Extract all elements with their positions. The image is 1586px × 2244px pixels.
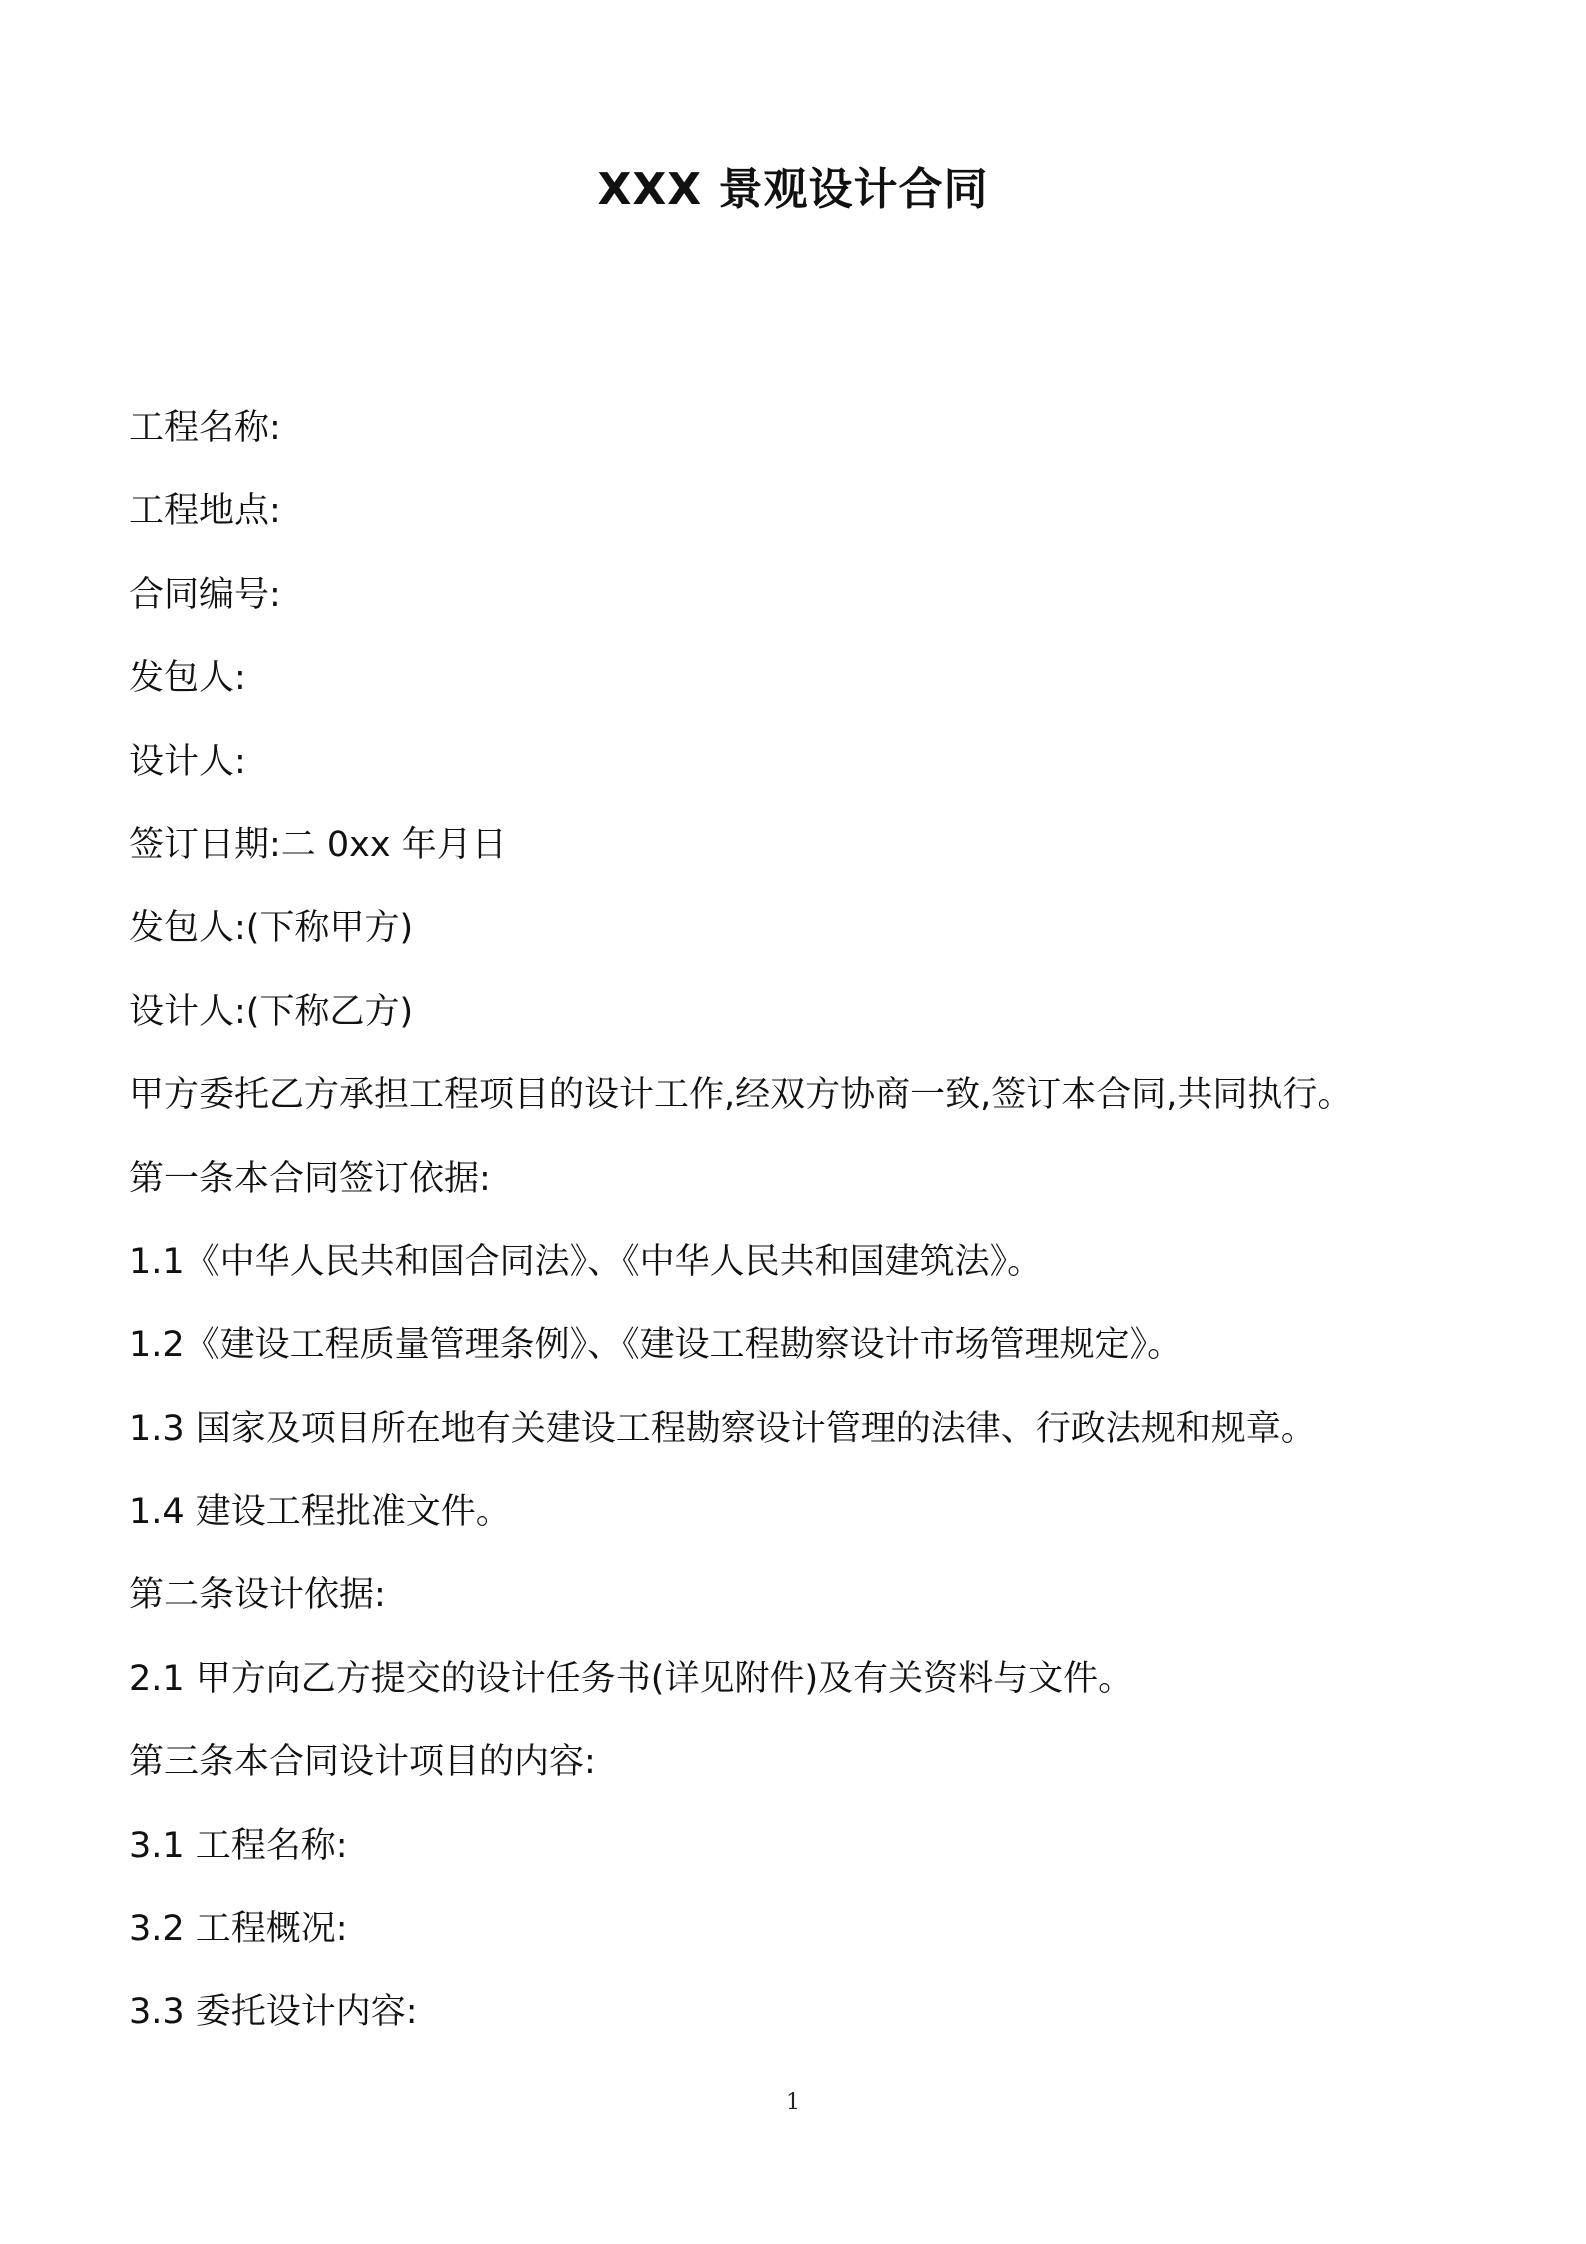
document-body bbox=[129, 394, 1469, 2062]
party-a-line: 发包人:(下称甲方) bbox=[129, 908, 414, 949]
field-employer: 发包人: bbox=[129, 658, 246, 699]
field-project-name: 工程名称: bbox=[129, 408, 281, 448]
field-project-location: 工程地点: bbox=[129, 491, 281, 532]
clause-1-1: 1.1《中华人民共和国合同法》、《中华人民共和国建筑法》。 bbox=[129, 1241, 1043, 1282]
page-number: 1 bbox=[786, 2090, 800, 2115]
clause-3-3: 3.3 委托设计内容: bbox=[129, 1992, 418, 2033]
article-three-heading: 第三条本合同设计项目的内容: bbox=[129, 1742, 596, 1783]
article-two-heading: 第二条设计依据: bbox=[129, 1575, 386, 1616]
contract-intro: 甲方委托乙方承担工程项目的设计工作,经双方协商一致,签订本合同,共同执行。 bbox=[129, 1075, 1353, 1116]
field-signing-date: 签订日期:二 0xx 年月日 bbox=[129, 824, 507, 865]
clause-1-3: 1.3 国家及项目所在地有关建设工程勘察设计管理的法律、行政法规和规章。 bbox=[129, 1408, 1316, 1449]
document-title: XXX 景观设计合同 bbox=[597, 164, 989, 215]
field-contract-number: 合同编号: bbox=[129, 574, 281, 615]
clause-3-1: 3.1 工程名称: bbox=[129, 1825, 348, 1866]
clause-3-2: 3.2 工程概况: bbox=[129, 1909, 348, 1950]
clause-1-2: 1.2《建设工程质量管理条例》、《建设工程勘察设计市场管理规定》。 bbox=[129, 1325, 1183, 1366]
clause-2-1: 2.1 甲方向乙方提交的设计任务书(详见附件)及有关资料与文件。 bbox=[129, 1658, 1134, 1699]
clause-1-4: 1.4 建设工程批准文件。 bbox=[129, 1492, 511, 1533]
article-one-heading: 第一条本合同签订依据: bbox=[129, 1158, 491, 1199]
field-designer: 设计人: bbox=[129, 741, 246, 782]
party-b-line: 设计人:(下称乙方) bbox=[129, 991, 414, 1032]
